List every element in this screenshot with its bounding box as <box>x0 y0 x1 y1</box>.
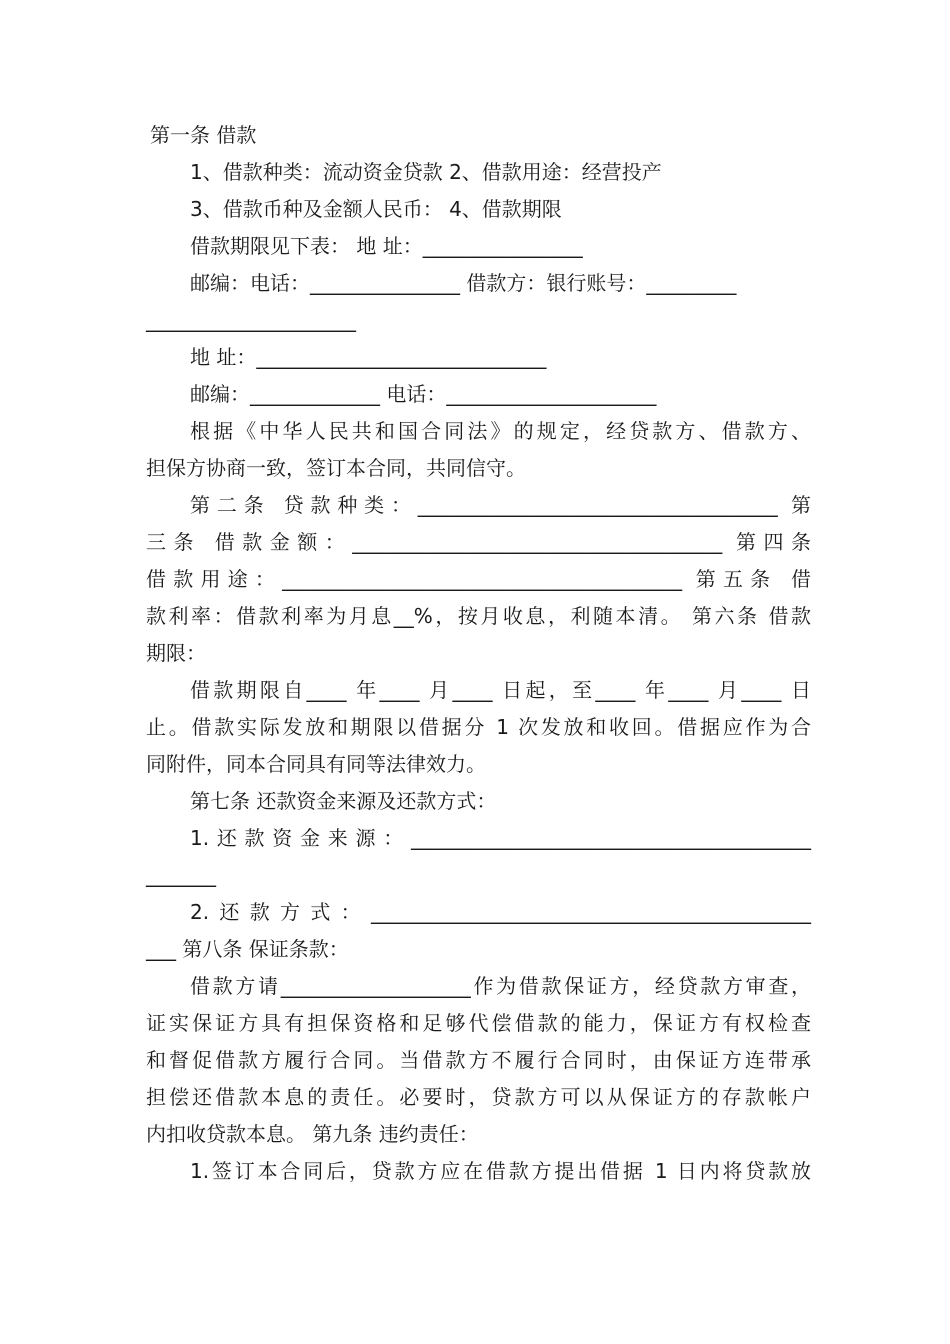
document-line: 内扣收贷款本息。 第九条 违约责任： <box>146 1122 479 1146</box>
document-line: 第一条 借款 <box>150 123 257 147</box>
document-line: 1.还款资金来源：________________________________________ <box>190 826 811 850</box>
document-line: 邮编：电话：_______________ 借款方：银行账号：_________ <box>190 271 737 295</box>
document-line: 地 址：_____________________________ <box>190 345 547 369</box>
document-line: 2.还款方式：____________________________________________ <box>190 900 811 924</box>
document-line: 第二条 贷款种类：____________________________________ 第 <box>190 493 811 517</box>
document-line: _______ <box>146 863 216 887</box>
document-line: 根据《中华人民共和国合同法》的规定，经贷款方、借款方、 <box>190 419 811 443</box>
document-line: 和督促借款方履行合同。当借款方不履行合同时，由保证方连带承 <box>146 1048 811 1072</box>
document-line: 证实保证方具有担保资格和足够代偿借款的能力，保证方有权检查 <box>146 1011 811 1035</box>
document-line: 第七条 还款资金来源及还款方式： <box>190 789 497 813</box>
document-line: _____________________ <box>146 308 356 332</box>
document-line: 邮编：_____________ 电话：_____________________ <box>190 382 657 406</box>
document-line: 借款方请___________________作为借款保证方，经贷款方审查， <box>190 974 811 998</box>
document-line: 三条 借款金额：_____________________________________ 第四条 <box>146 530 811 554</box>
document-line: 3、借款币种及金额人民币： 4、借款期限 <box>190 197 562 221</box>
document-line: 止。借款实际发放和期限以借据分 1 次发放和收回。借据应作为合 <box>146 715 811 739</box>
document-line: 1.签订本合同后，贷款方应在借款方提出借据 1 日内将贷款放 <box>190 1159 811 1183</box>
document-line: 担偿还借款本息的责任。必要时，贷款方可以从保证方的存款帐户 <box>146 1085 811 1109</box>
document-line: 同附件，同本合同具有同等法律效力。 <box>146 752 486 776</box>
document-line: 担保方协商一致，签订本合同，共同信守。 <box>146 456 526 480</box>
document-line: 期限： <box>146 641 206 665</box>
document-line: 款利率：借款利率为月息__%，按月收息，利随本清。 第六条 借款 <box>146 604 811 628</box>
document-line: 借款期限见下表： 地 址：________________ <box>190 234 583 258</box>
document-line: 借款用途：________________________________________ 第五条 借 <box>146 567 811 591</box>
document-line: 借款期限自____ 年____ 月____ 日起，至____ 年____ 月____ 日 <box>190 678 811 702</box>
document-line: ___ 第八条 保证条款： <box>146 937 349 961</box>
document-line: 1、借款种类：流动资金贷款 2、借款用途：经营投产 <box>190 160 662 184</box>
